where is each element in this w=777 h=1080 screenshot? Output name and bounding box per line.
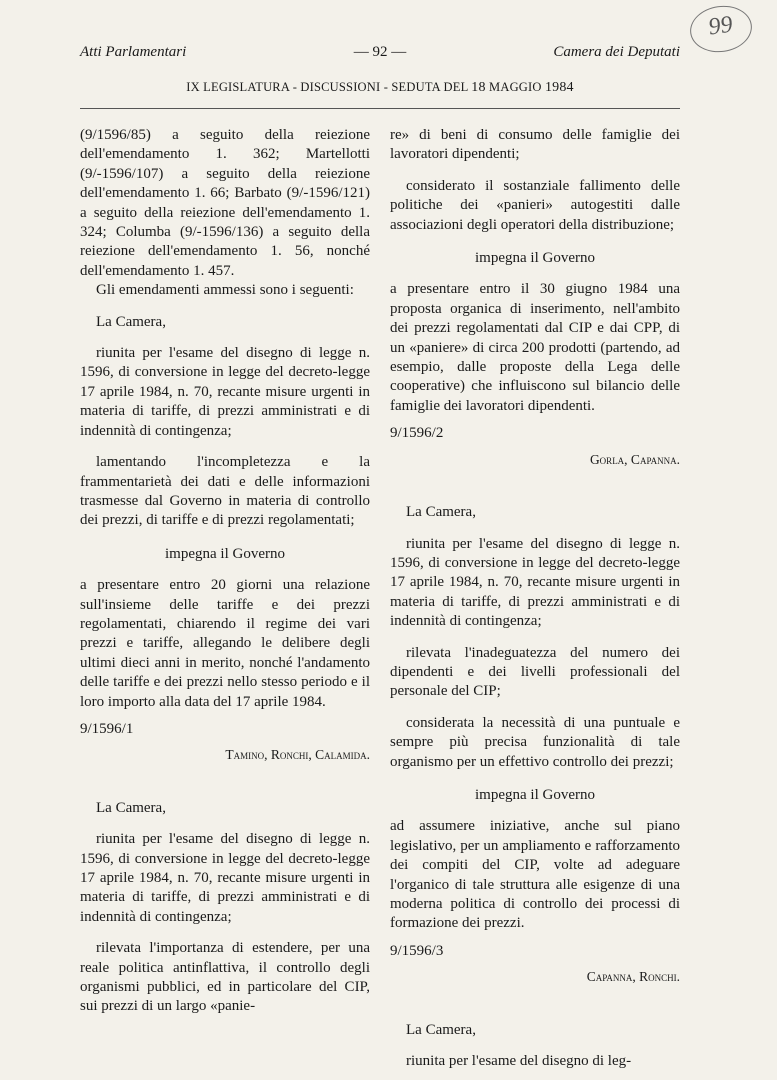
- header-right: Camera dei Deputati: [553, 44, 680, 60]
- riunita-paragraph: riunita per l'esame del disegno di legge n. 1596, di conversione in legge del decreto-legge 17 aprile 1984, n. 70, recante misure urgenti in materia di tariffe, di prezzi amministrati e di indennità di contingenza;: [80, 831, 370, 925]
- page-header: [80, 44, 680, 66]
- presentare-paragraph: a presentare entro il 30 giugno 1984 una proposta organica di inserimento, nell'ambito dei prezzi regolamentati dal CIP e dai CPP, di un «paniere» di circa 200 prodotti (partendo, ad esempio, dalle proposte della Lega delle cooperative) che influiscono sul bilancio delle famiglie dei lavoratori dipendenti.: [390, 281, 680, 414]
- session-pre: IX LEGISLATURA - DISCUSSIONI - SEDUTA DEL: [186, 80, 472, 94]
- header-rule: [80, 108, 680, 109]
- lamentando-paragraph: lamentando l'incompletezza e la frammentarietà dei dati e delle informazioni trasmesse dal Governo in materia di controllo dei prezzi, di tariffe e di prezzi regolamentati;: [80, 454, 370, 529]
- session-year: 1984: [544, 80, 574, 95]
- page-number: — 92 —: [353, 44, 407, 60]
- document-code: 9/1596/1: [80, 720, 134, 737]
- continued-paragraph: re» di beni di consumo delle famiglie dei lavoratori dipendenti;: [390, 127, 680, 163]
- assumere-paragraph: ad assumere iniziative, anche sul piano legislativo, per un ampliamento e rafforzamento dei compiti del CIP, volte ad adeguare l'organico di tale struttura alle esigenze di una moderna politica di controllo dei processi di formazione dei prezzi.: [390, 818, 680, 932]
- impegna-heading: impegna il Governo: [475, 786, 595, 803]
- document-code: 9/1596/2: [390, 425, 444, 442]
- considerato-paragraph: considerato il sostanziale fallimento delle politiche dei «panieri» autogestiti dalle associazioni degli operatori della distribuzione;: [390, 177, 680, 233]
- camera-heading: La Camera,: [96, 799, 166, 816]
- session-mid: MAGGIO: [485, 80, 545, 94]
- camera-heading: La Camera,: [406, 1021, 476, 1038]
- riunita-paragraph: riunita per l'esame del disegno di leg-: [406, 1053, 632, 1070]
- impegna-heading: impegna il Governo: [165, 545, 285, 562]
- page-stamp: [687, 2, 755, 56]
- amendments-intro: Gli emendamenti ammessi sono i seguenti:: [96, 282, 354, 299]
- riunita-paragraph: riunita per l'esame del disegno di legge n. 1596, di conversione in legge del decreto-legge 17 aprile 1984, n. 70, recante misure urgenti in materia di tariffe, di prezzi amministrati e di indennità di contingenza;: [80, 345, 370, 439]
- document-code: 9/1596/3: [390, 942, 444, 959]
- riunita-paragraph: riunita per l'esame del disegno di legge n. 1596, di conversione in legge del decreto-legge 17 aprile 1984, n. 70, recante misure urgenti in materia di tariffe, di prezzi amministrati e di indennità di contingenza;: [390, 535, 680, 630]
- stamp-number: 99: [706, 11, 735, 41]
- impegna-heading: impegna il Governo: [475, 250, 595, 267]
- considerata-paragraph: considerata la necessità di una puntuale e sempre più precisa funzionalità di tale organismo per un effettivo controllo dei prezzi;: [390, 714, 680, 770]
- right-column: [390, 126, 680, 1071]
- header-left: Atti Parlamentari: [80, 44, 187, 60]
- session-line: [80, 80, 680, 96]
- session-day: 18: [471, 80, 486, 95]
- rilevata-paragraph: rilevata l'importanza di estendere, per una reale politica antinflattiva, il controllo degli organismi pubblici, ed in particolare del CIP, sui prezzi di un largo «panie-: [80, 940, 370, 1015]
- camera-heading: La Camera,: [96, 313, 166, 330]
- presentare-paragraph: a presentare entro 20 giorni una relazione sull'insieme delle tariffe e dei prezzi regolamentati, chiarendo il regime dei vari prezzi e tariffe, allegando le delibere degli ultimi dieci anni in merito, nonché l'andamento delle tariffe e dei prezzi nello stesso periodo e il loro importo alla data del 17 aprile 1984.: [80, 577, 370, 710]
- signatories: Tamino, Ronchi, Calamida.: [225, 747, 370, 763]
- signatories: Capanna, Ronchi.: [586, 969, 680, 985]
- intro-paragraph: (9/1596/85) a seguito della reiezione dell'emendamento 1. 362; Martellotti (9/-1596/107) a seguito della reiezione dell'emendamento 1. 66; Barbato (9/-1596/121) a seguito della reiezione dell'emendamento 1. 324; Columba (9/-1596/136) a seguito della reiezione dell'emendamento 1. 56, nonché dell'emendamento 1. 457.: [80, 127, 370, 279]
- signatories: Gorla, Capanna.: [589, 451, 680, 467]
- camera-heading: La Camera,: [406, 504, 476, 521]
- left-column: [80, 126, 370, 1017]
- rilevata-paragraph: rilevata l'inadeguatezza del numero dei dipendenti e dei livelli professionali del personale del CIP;: [390, 644, 680, 700]
